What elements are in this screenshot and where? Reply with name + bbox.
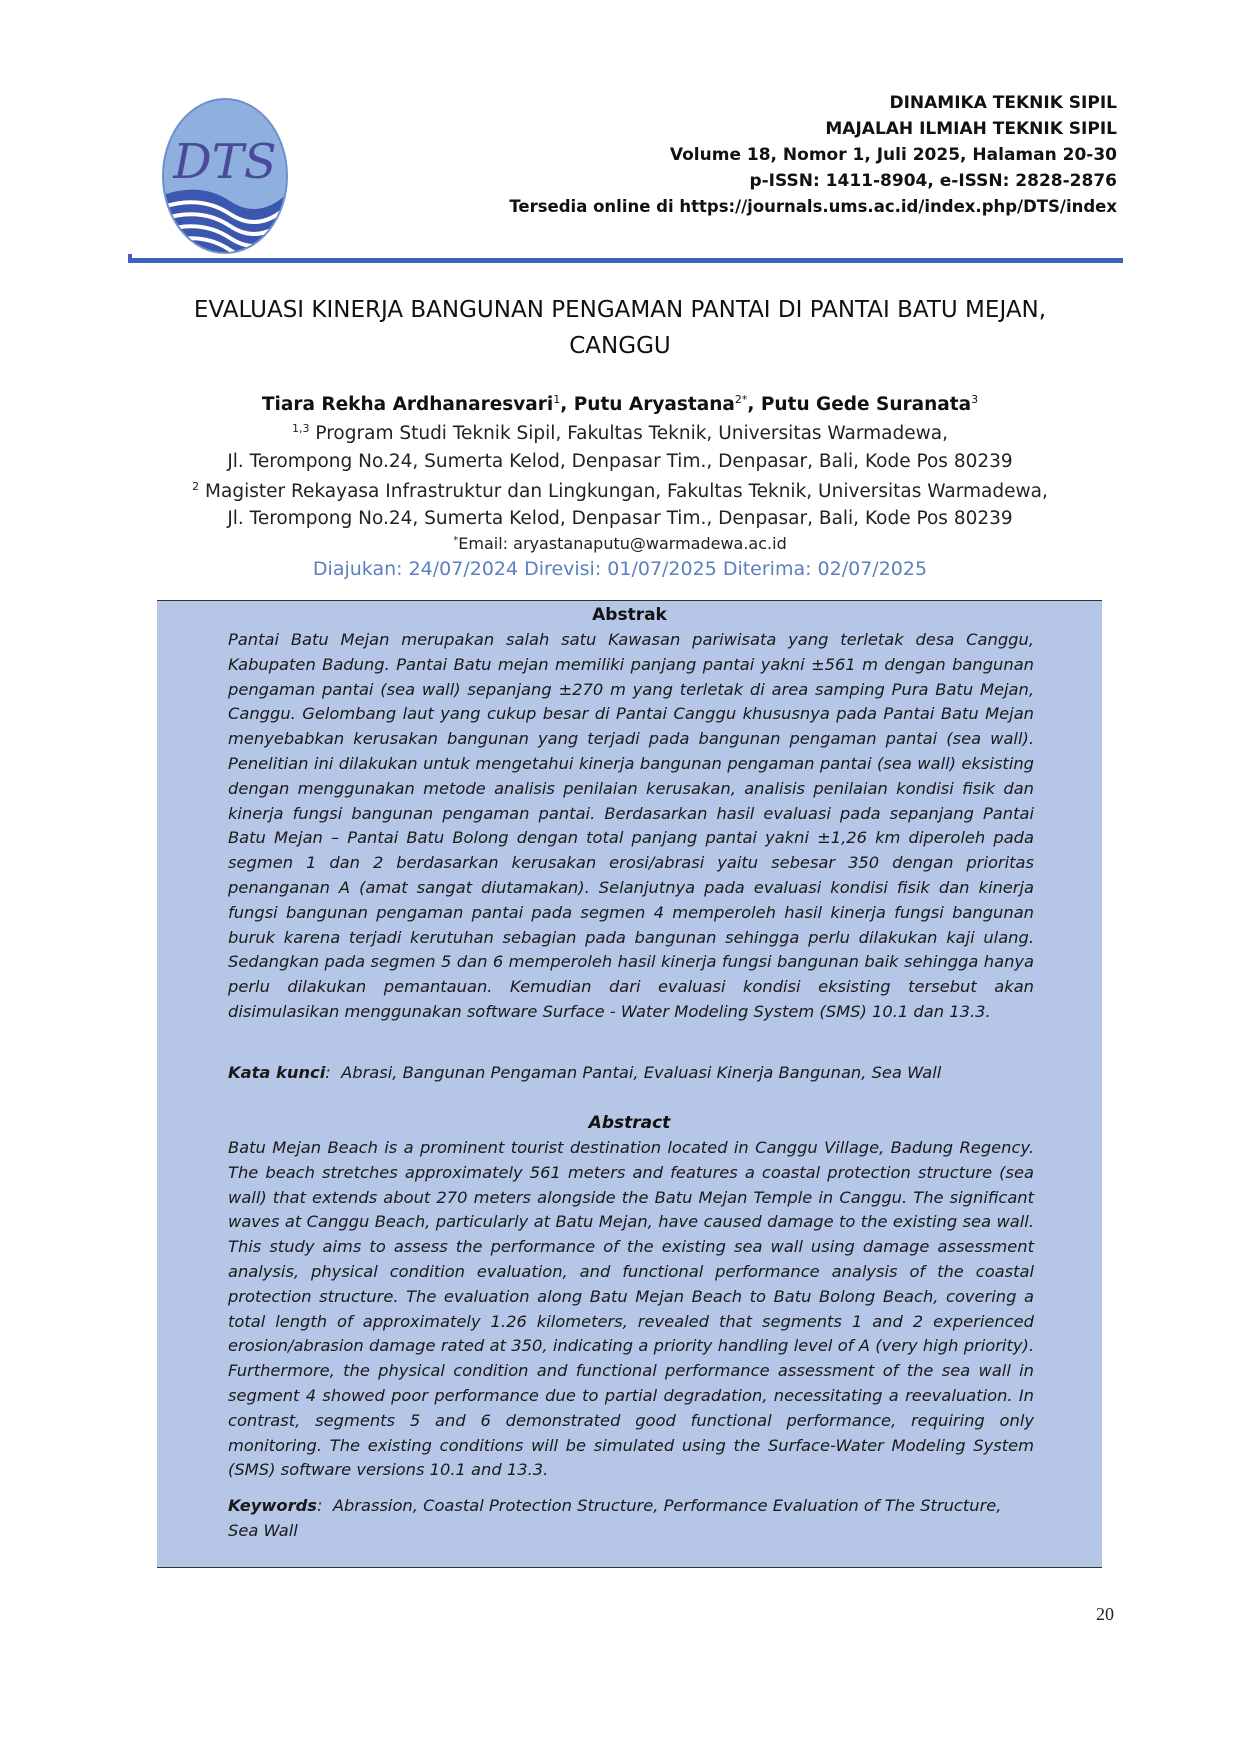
kata-kunci-label: Kata kunci	[228, 1063, 326, 1082]
author-list: Tiara Rekha Ardhanaresvari$^1$, Putu Aryastana$^{2*}$, Putu Gede Suranata$^3$	[261, 393, 979, 415]
keywords-label: Keywords	[228, 1496, 317, 1515]
submission-dates: Diajukan: 24/07/2024 Direvisi: 01/07/2025 Diterima: 02/07/2025	[312, 558, 928, 580]
dts-journal-logo-icon	[160, 96, 290, 256]
keywords-text: Abrassion, Coastal Protection Structure, Performance Evaluation of The Structure, Sea Wall	[228, 1496, 1002, 1540]
abstract-text: Batu Mejan Beach is a prominent tourist destination located in Canggu Village, Badung Regency. The beach stretches approximately 561 meters and features a coastal protection structure (sea wall) that extends about 270 meters alongside the Batu Mejan Temple in Canggu. The significant waves at Canggu Beach, particularly at Batu Mejan, have caused damage to the existing sea wall. This study aims to assess the performance of the existing sea wall using damage assessment analysis, physical condition evaluation, and functional performance analysis of the coastal protection structure. The evaluation along Batu Mejan Beach to Batu Bolong Beach, covering a total length of approximately 1.26 kilometers, revealed that segments 1 and 2 experienced erosion/abrasion damage rated at 350, indicating a priority handling level of A (very high priority). Furthermore, the physical condition and functional performance assessment of the sea wall in segment 4 showed poor performance due to partial degradation, necessitating a reevaluation. In contrast, segments 5 and 6 demonstrated good functional performance, requiring only monitoring. The existing conditions will be simulated using the Surface-Water Modeling System (SMS) software versions 10.1 and 13.3.	[228, 1138, 1034, 1480]
journal-online-link[interactable]: Tersedia online di https://journals.ums.ac.id/index.php/DTS/index	[509, 197, 1117, 216]
header-rule	[128, 258, 1123, 263]
email-mark: *	[453, 535, 459, 546]
affiliation-text: Magister Rekayasa Infrastruktur dan Lingkungan, Fakultas Teknik, Universitas Warmadewa,	[205, 481, 1048, 502]
affiliation-mark: 2	[192, 480, 200, 493]
kata-kunci: Kata kunci: Abrasi, Bangunan Pengaman Pantai, Evaluasi Kinerja Bangunan, Sea Wall	[228, 1063, 942, 1082]
affiliation-address: Jl. Terompong No.24, Sumerta Kelod, Denpasar Tim., Denpasar, Bali, Kode Pos 80239	[227, 451, 1013, 472]
title-line-2: CANGGU	[569, 333, 671, 359]
abstrak-text: Pantai Batu Mejan merupakan salah satu Kawasan pariwisata yang terletak desa Canggu, Kabupaten Badung. Pantai Batu mejan memiliki panjang pantai yakni ±561 m dengan bangunan pengaman pantai (sea wall) sepanjang ±270 m yang terletak di area samping Pura Batu Mejan, Canggu. Gelombang laut yang cukup besar di Pantai Canggu khususnya pada Pantai Batu Mejan menyebabkan kerusakan bangunan yang terjadi pada bangunan pengaman pantai (sea wall). Penelitian ini dilakukan untuk mengetahui kinerja bangunan pengaman pantai (sea wall) eksisting dengan menggunakan metode analisis penilaian kerusakan, analisis penilaian kondisi fisik dan kinerja fungsi bangunan pengaman pantai. Berdasarkan hasil evaluasi pada sepanjang Pantai Batu Mejan – Pantai Batu Bolong dengan total panjang pantai yakni ±1,26 km diperoleh pada segmen 1 dan 2 berdasarkan kerusakan erosi/abrasi yaitu sebesar 350 dengan prioritas penanganan A (amat sangat diutamakan). Selanjutnya pada evaluasi kondisi fisik dan kinerja fungsi bangunan pengaman pantai pada segmen 4 memperoleh hasil kinerja fungsi bangunan buruk karena terjadi kerutuhan sebagian pada bangunan sehingga perlu dilakukan kaji ulang. Sedangkan pada segmen 5 dan 6 memperoleh hasil kinerja fungsi bangunan baik sehingga hanya perlu dilakukan pemantauan. Kemudian dari evaluasi kondisi eksisting tersebut akan disimulasikan menggunakan software Surface - Water Modeling System (SMS) 10.1 dan 13.3.	[228, 630, 1034, 1021]
affiliation-address: Jl. Terompong No.24, Sumerta Kelod, Denpasar Tim., Denpasar, Bali, Kode Pos 80239	[227, 508, 1013, 529]
journal-volume: Volume 18, Nomor 1, Juli 2025, Halaman 20-30	[669, 145, 1117, 165]
affiliation-line	[60, 422, 1180, 444]
abstrak-heading: Abstrak	[592, 605, 667, 625]
logo-lettering: DTS	[173, 134, 277, 190]
keywords: Keywords: Abrassion, Coastal Protection Structure, Performance Evaluation of The Structure, Sea Wall	[228, 1496, 1002, 1540]
title-line-1: EVALUASI KINERJA BANGUNAN PENGAMAN PANTAI DI PANTAI BATU MEJAN,	[193, 297, 1047, 323]
abstract-box	[157, 600, 1102, 1568]
author-name: Putu Gede Suranata	[760, 394, 972, 415]
page-number: 20	[1096, 1604, 1114, 1624]
email-text[interactable]: Email: aryastanaputu@warmadewa.ac.id	[458, 534, 787, 553]
journal-name: DINAMIKA TEKNIK SIPIL	[889, 93, 1117, 113]
corresponding-email	[60, 534, 1180, 553]
journal-logo	[160, 96, 290, 256]
paper-title	[100, 292, 1140, 364]
affiliation-line	[60, 480, 1180, 502]
author-affiliation-mark: 2*	[734, 393, 748, 406]
journal-header	[509, 90, 1117, 220]
journal-subtitle: MAJALAH ILMIAH TEKNIK SIPIL	[825, 119, 1117, 139]
kata-kunci-text: Abrasi, Bangunan Pengaman Pantai, Evaluasi Kinerja Bangunan, Sea Wall	[341, 1063, 942, 1082]
author-name: Tiara Rekha Ardhanaresvari	[261, 394, 554, 415]
author-affiliation-mark: 1	[553, 393, 561, 406]
author-name: Putu Aryastana	[573, 394, 735, 415]
author-affiliation-mark: 3	[971, 393, 979, 406]
affiliation-text: Program Studi Teknik Sipil, Fakultas Teknik, Universitas Warmadewa,	[315, 423, 948, 444]
affiliation-mark: 1,3	[292, 422, 310, 435]
journal-issn: p-ISSN: 1411-8904, e-ISSN: 2828-2876	[749, 171, 1117, 191]
abstract-heading: Abstract	[588, 1113, 671, 1133]
